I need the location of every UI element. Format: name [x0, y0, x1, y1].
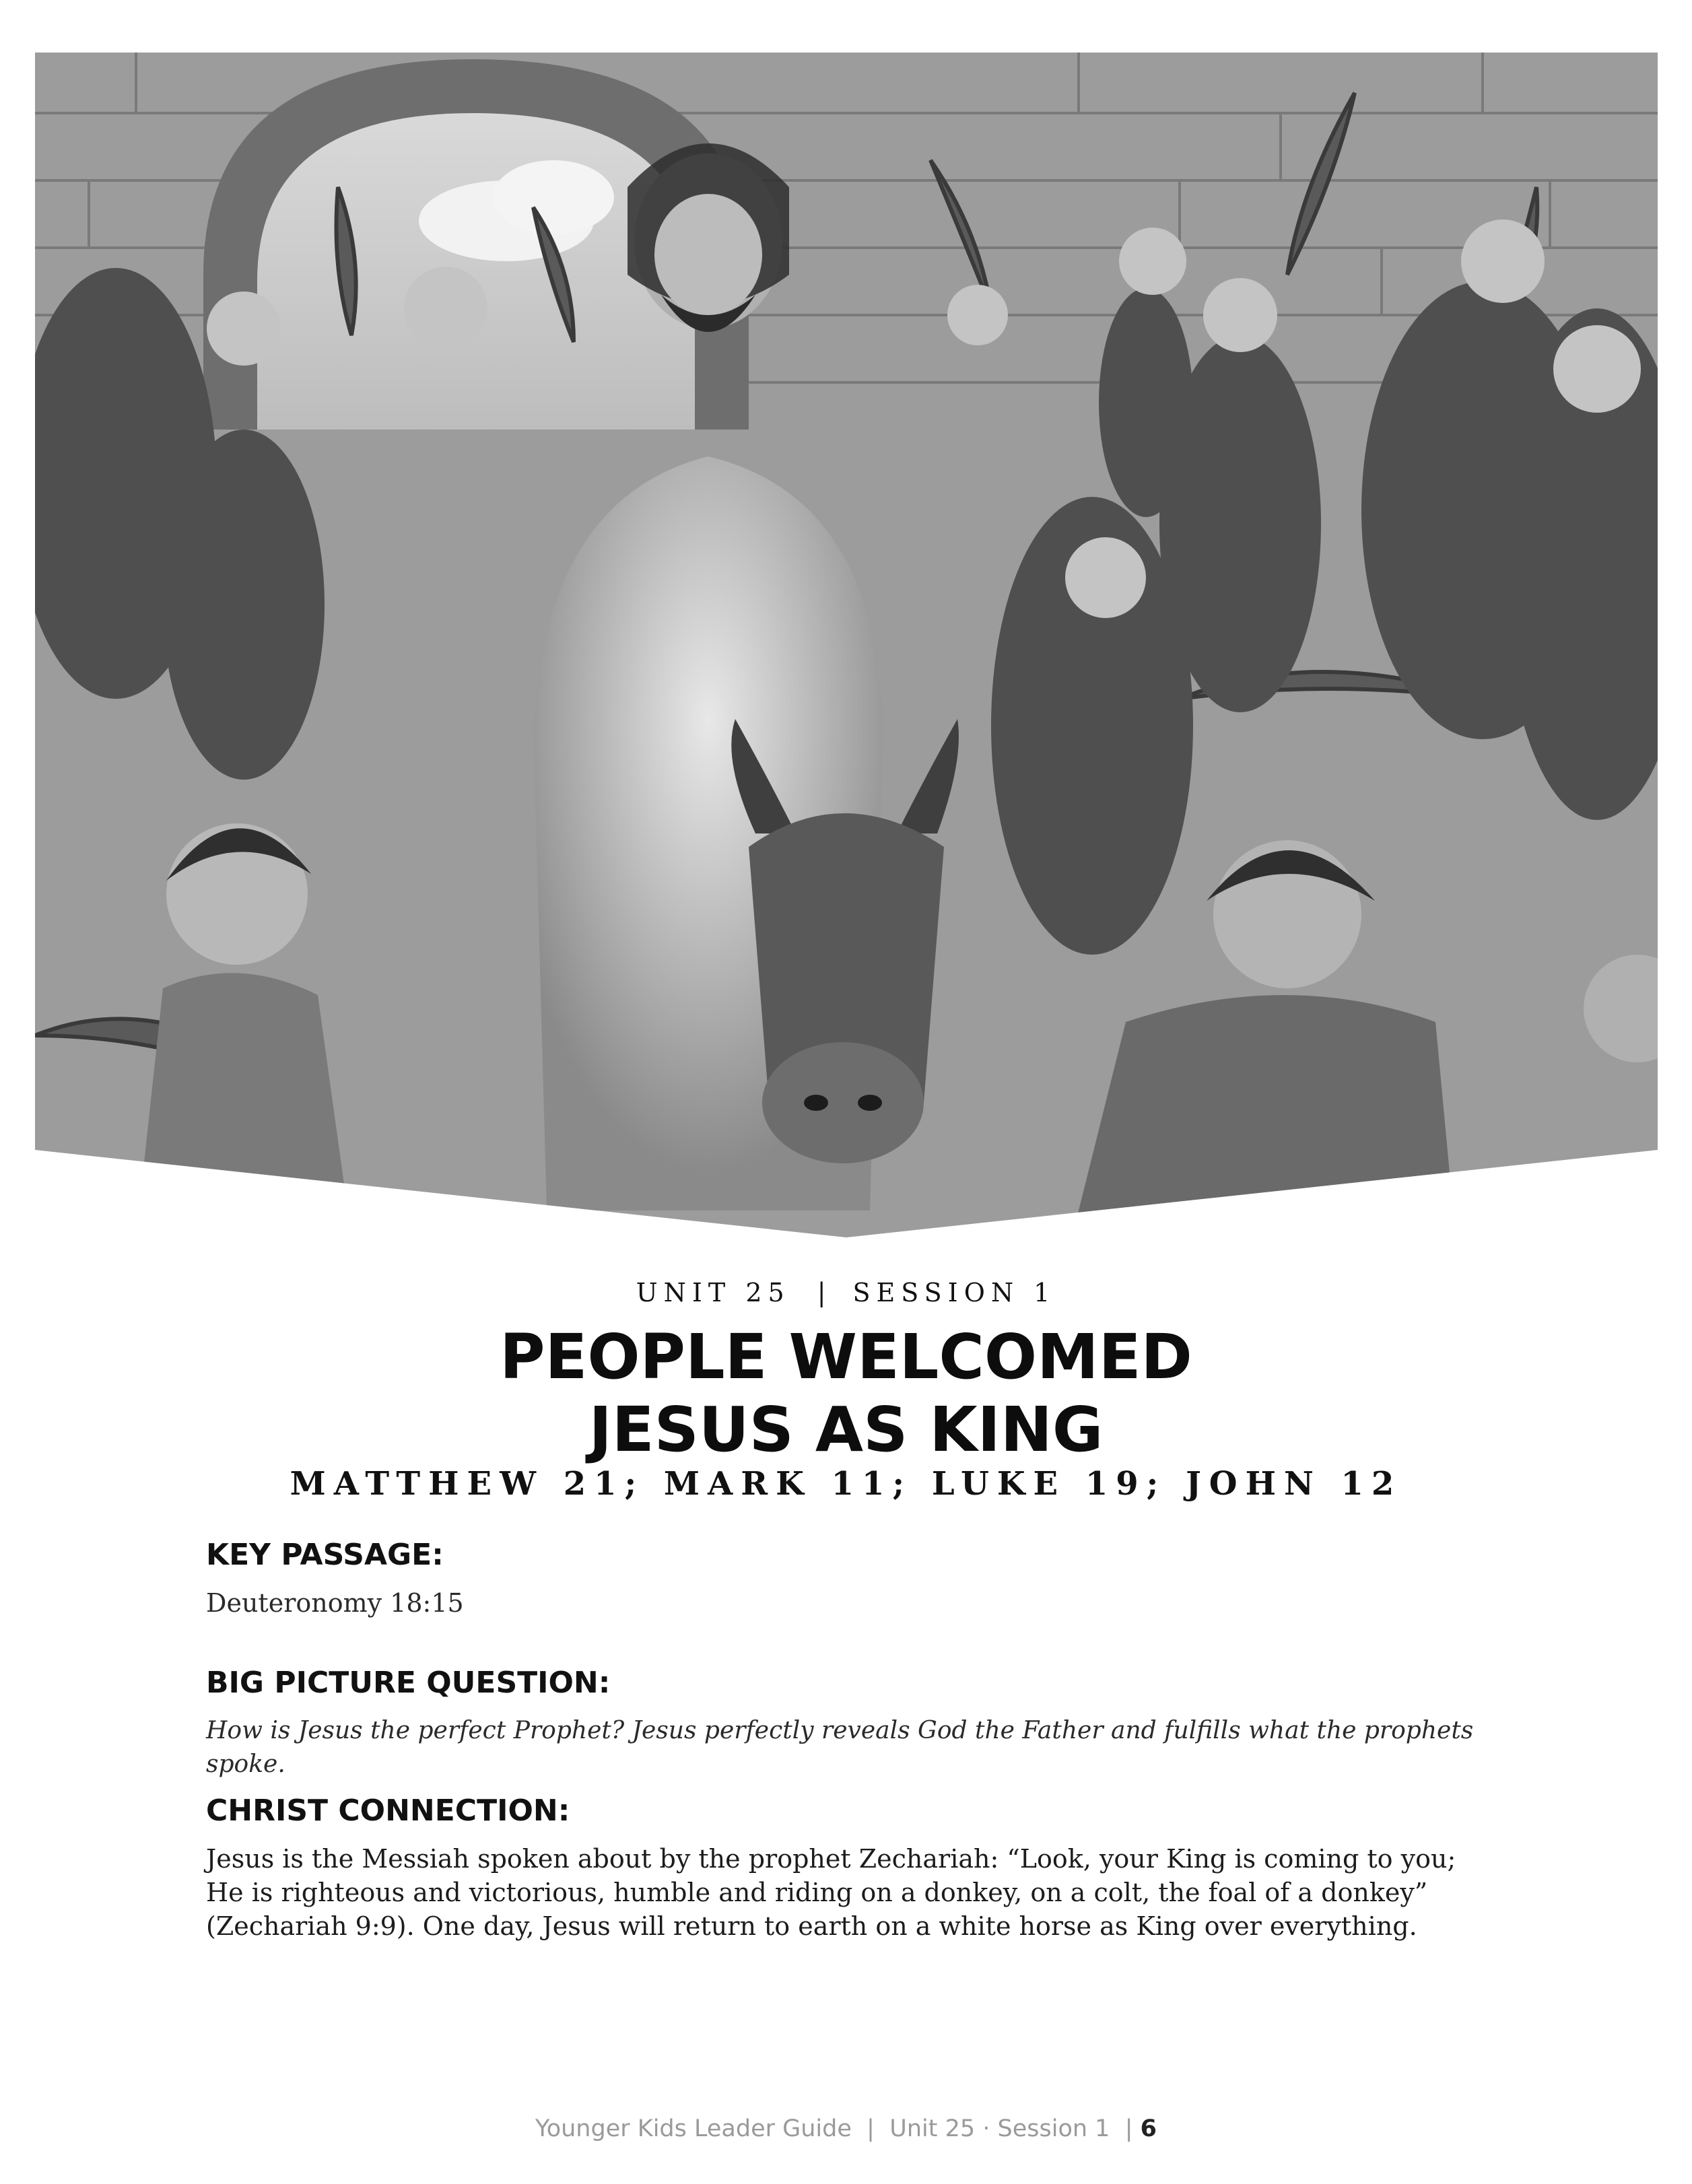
footer-separator: |: [867, 2115, 875, 2142]
unit-session-separator: |: [817, 1278, 826, 1307]
christ-connection-heading: CHRIST CONNECTION:: [206, 1794, 570, 1828]
footer-guide-title: Younger Kids Leader Guide: [535, 2115, 852, 2142]
key-passage-section: [206, 1536, 1499, 1620]
big-picture-heading: BIG PICTURE QUESTION:: [206, 1666, 611, 1700]
key-passage-text: Deuteronomy 18:15: [206, 1588, 464, 1618]
session-label: SESSION 1: [852, 1278, 1056, 1307]
footer-separator: |: [1124, 2115, 1133, 2142]
hero-illustration: [35, 53, 1658, 1237]
big-picture-text: How is Jesus the perfect Prophet? Jesus perfectly reveals God the Father and fulfills what the prophets spoke.: [206, 1717, 1474, 1778]
big-picture-section: [206, 1664, 1499, 1781]
scripture-references: MATTHEW 21; MARK 11; LUKE 19; JOHN 12: [290, 1465, 1402, 1503]
unit-label: UNIT 25: [636, 1278, 790, 1307]
christ-connection-section: [206, 1792, 1499, 1943]
unit-session-label: [0, 1278, 1692, 1307]
footer-session: Unit 25 · Session 1: [889, 2115, 1110, 2142]
page-title: [0, 1321, 1692, 1466]
key-passage-heading: KEY PASSAGE:: [206, 1538, 444, 1572]
page-footer: [0, 2115, 1692, 2142]
title-line-1: PEOPLE WELCOMED: [500, 1321, 1192, 1393]
page-number: 6: [1140, 2115, 1157, 2142]
title-line-2: JESUS AS KING: [588, 1394, 1104, 1466]
christ-connection-text: Jesus is the Messiah spoken about by the prophet Zechariah: “Look, your King is coming to you; He is righteous and victorious, humble and riding on a donkey, on a colt, the foal of a donkey” (Zechariah 9:9). One day, Jesus will return to earth on a white horse as King over everything.: [206, 1844, 1456, 1941]
